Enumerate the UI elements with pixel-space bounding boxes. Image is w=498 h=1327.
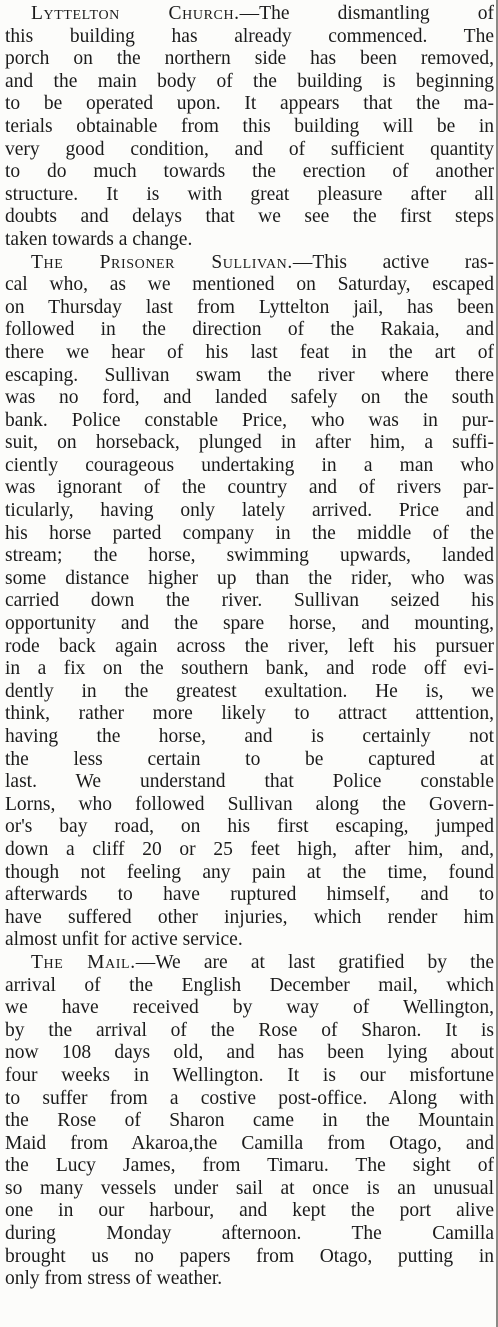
article-text-line: there we hear of his last feat in the art of — [5, 341, 494, 363]
article-text-line: followed in the direction of the Rakaia, and — [5, 319, 494, 341]
article-text-line: —This active ras- — [292, 251, 494, 273]
article-first-line — [5, 3, 494, 26]
article-text-line: to suffer from a costive post-office. Along with — [5, 1087, 494, 1109]
article-prisoner-sullivan — [5, 252, 494, 952]
article-text-line: by the arrival of the Rose of Sharon. It is — [5, 1019, 494, 1041]
article-heading: The Prisoner Sullivan. — [31, 251, 293, 273]
article-text-line: brought us no papers from Otago, putting in — [5, 1245, 494, 1267]
article-text-line: doubts and delays that we see the first steps — [5, 206, 494, 228]
article-text-line: one in our harbour, and kept the port alive — [5, 1200, 494, 1222]
article-text-line: —The dismantling of — [239, 3, 494, 24]
article-the-mail — [5, 952, 494, 1291]
article-text-line: Maid from Akaroa,the Camilla from Otago, and — [5, 1132, 494, 1154]
article-text-line: stream; the horse, swimming upwards, landed — [5, 545, 494, 567]
article-text-line: dently in the greatest exultation. He is, we — [5, 680, 494, 702]
article-text-line: his horse parted company in the middle of the — [5, 522, 494, 544]
article-text-line: almost unfit for active service. — [5, 929, 243, 951]
article-text-line: porch on the northern side has been removed, — [5, 48, 494, 70]
article-first-line — [5, 252, 494, 275]
article-text-line: carried down the river. Sullivan seized his — [5, 590, 494, 612]
article-text-line: cal who, as we mentioned on Saturday, escaped — [5, 274, 494, 296]
article-text-line: so many vessels under sail at once is an unusual — [5, 1177, 494, 1199]
article-text-line: we have received by way of Wellington, — [5, 997, 494, 1019]
article-text-line: during Monday afternoon. The Camilla — [5, 1223, 494, 1245]
article-text-line: terials obtainable from this building will be in — [5, 115, 494, 137]
article-text-line: having the horse, and is certainly not — [5, 726, 494, 747]
article-text-line: bank. Police constable Price, who was in pur- — [5, 409, 494, 431]
article-lyttelton-church — [5, 3, 494, 252]
article-text-line: last. We understand that Police constable — [5, 771, 494, 793]
article-text-line: the less certain to be captured at — [5, 748, 494, 770]
article-text-line: arrival of the English December mail, which — [5, 974, 494, 996]
article-text-line: suit, on horseback, plunged in after him, a suffi- — [5, 432, 494, 454]
article-text-line: now 108 days old, and has been lying about — [5, 1042, 494, 1064]
article-text-line: rode back again across the river, left his pursuer — [5, 635, 494, 657]
article-text-line: to be operated upon. It appears that the ma- — [5, 93, 494, 115]
article-text-line: to do much towards the erection of another — [5, 161, 494, 183]
article-text-line: though not feeling any pain at the time, found — [5, 861, 494, 883]
article-text-line: or's bay road, on his first escaping, jumped — [5, 816, 494, 838]
article-text-line: ciently courageous undertaking in a man who — [5, 454, 494, 476]
article-text-line: some distance higher up than the rider, who was — [5, 567, 494, 589]
article-text-line: only from stress of weather. — [5, 1268, 223, 1290]
article-text-line: down a cliff 20 or 25 feet high, after him, and, — [5, 838, 494, 860]
article-text-line: the Rose of Sharon came in the Mountain — [5, 1110, 494, 1132]
article-text-line: on Thursday last from Lyttelton jail, has been — [5, 296, 494, 318]
article-text-line: escaping. Sullivan swam the river where there — [5, 364, 494, 386]
article-text-line: opportunity and the spare horse, and mounting, — [5, 613, 494, 635]
article-text-line: in a fix on the southern bank, and rode off evi- — [5, 658, 494, 680]
article-text-line: structure. It is with great pleasure after all — [5, 183, 494, 205]
article-text-line: four weeks in Wellington. It is our misfortune — [5, 1064, 494, 1086]
article-text-line: very good condition, and of sufficient quantity — [5, 138, 494, 160]
article-text-line: Lorns, who followed Sullivan along the Govern- — [5, 793, 494, 815]
article-text-line: ticularly, having only lately arrived. Price and — [5, 500, 494, 522]
article-text-line: and the main body of the building is beginning — [5, 70, 494, 92]
article-text-line: afterwards to have ruptured himself, and to — [5, 884, 494, 906]
article-text-line: —We are at last gratified by the — [135, 951, 494, 973]
article-text-line: have suffered other injuries, which render him — [5, 906, 494, 928]
article-heading: Lyttelton Church. — [31, 3, 240, 24]
article-text-line: was no ford, and landed safely on the south — [5, 387, 494, 409]
article-text-line: was ignorant of the country and of rivers par- — [5, 477, 494, 499]
article-first-line — [5, 952, 494, 975]
article-text-line: this building has already commenced. The — [5, 25, 494, 47]
article-text-line: think, rather more likely to attract atttention, — [5, 703, 494, 725]
article-heading: The Mail. — [31, 951, 136, 973]
article-text-line: the Lucy James, from Timaru. The sight of — [5, 1155, 494, 1177]
article-text-line: taken towards a change. — [5, 228, 193, 250]
